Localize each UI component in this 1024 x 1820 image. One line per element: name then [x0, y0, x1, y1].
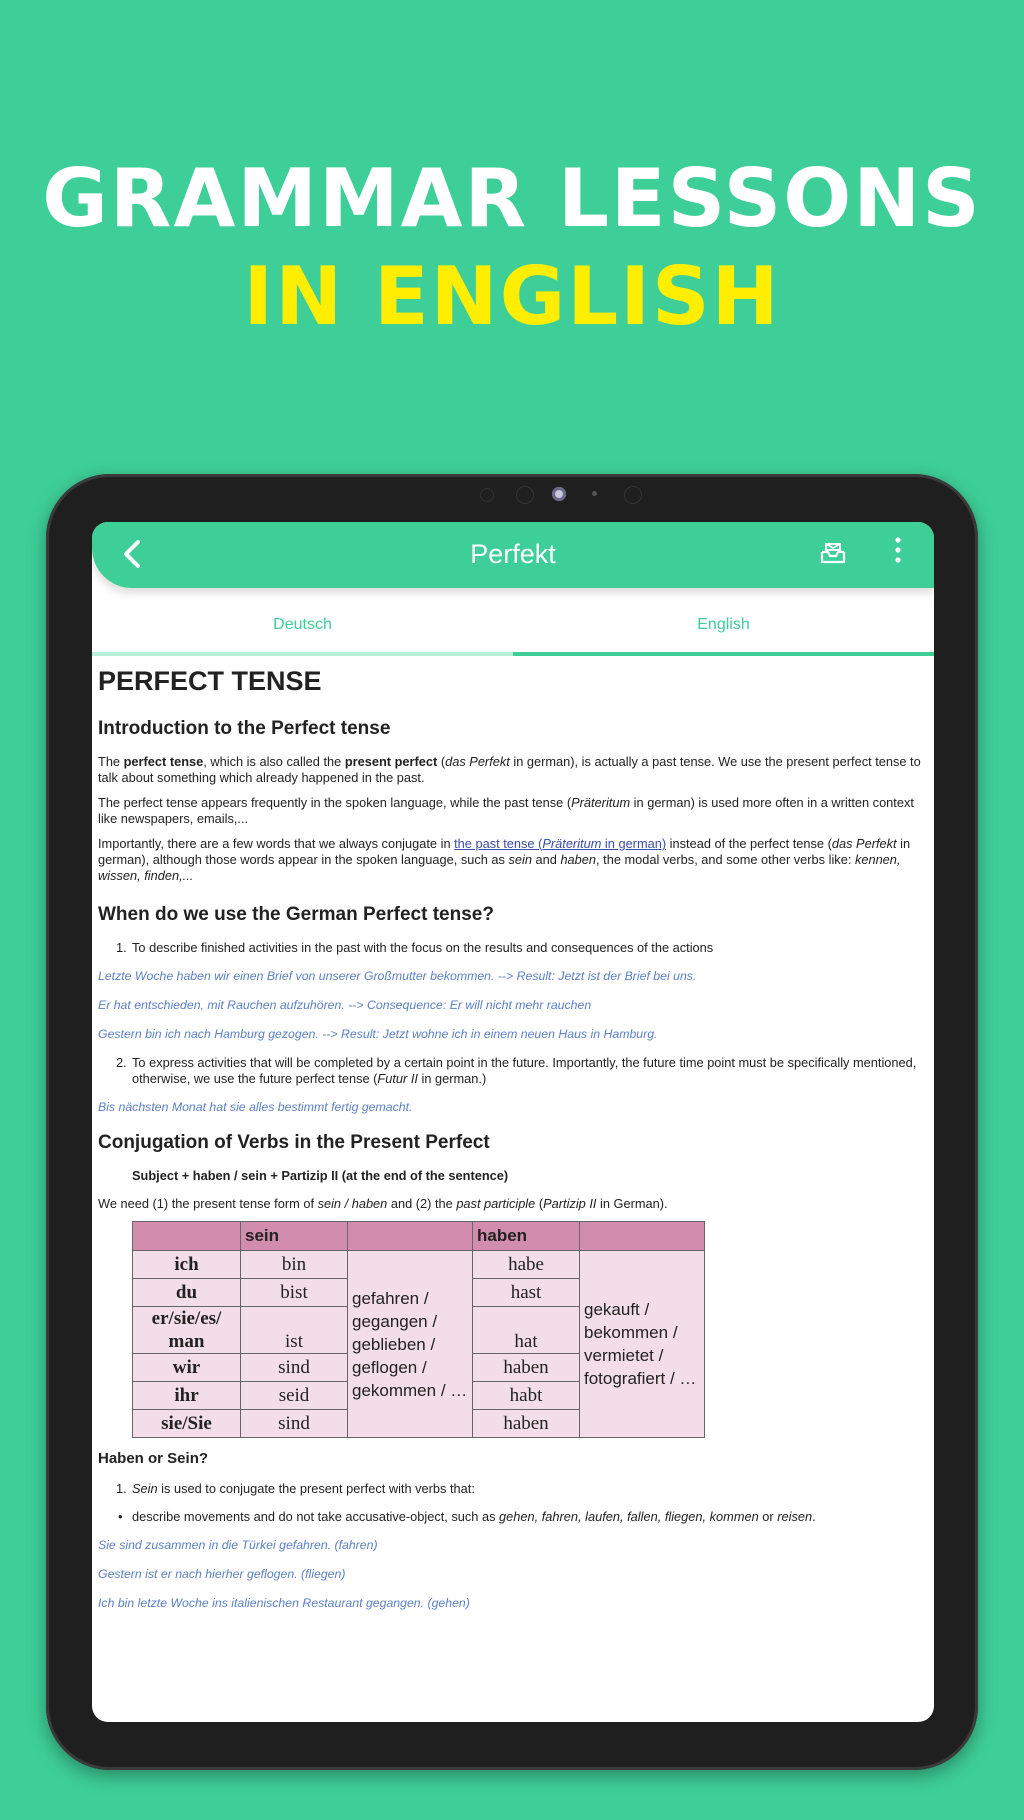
- section-heading-conjugation: Conjugation of Verbs in the Present Perfect: [98, 1132, 490, 1153]
- sein-form-cell: ist: [241, 1307, 348, 1354]
- table-header-cell: [348, 1222, 473, 1251]
- app-screen: [92, 522, 934, 1722]
- pronoun-cell: er/sie/es/ man: [133, 1307, 241, 1354]
- intro-paragraph-1: The perfect tense, which is also called the present perfect (das Perfekt in german), is actually a past tense. We use the present perfect tense to talk about something which already happened in the past.: [98, 754, 921, 785]
- more-vertical-icon[interactable]: [894, 536, 902, 566]
- haben-participles-cell: gekauft / bekommen / vermietet / fotografiert / …: [580, 1251, 705, 1438]
- pronoun-cell: sie/Sie: [133, 1410, 241, 1438]
- sein-participles-cell: gefahren / gegangen / geblieben / geflogen / gekommen / …: [348, 1251, 473, 1438]
- hero-line-2: IN ENGLISH: [243, 250, 781, 343]
- section-heading-haben-sein: Haben or Sein?: [98, 1450, 209, 1467]
- example-sentence: Ich bin letzte Woche ins italienischen Restaurant gegangen. (gehen): [98, 1596, 470, 1610]
- table-header-cell: [580, 1222, 705, 1251]
- conjugation-table: [132, 1221, 705, 1438]
- example-sentence: Er hat entschieden, mit Rauchen aufzuhören. --> Consequence: Er will nicht mehr rauchen: [98, 998, 592, 1012]
- sensor-icon: [480, 488, 494, 502]
- tab-deutsch[interactable]: Deutsch: [92, 610, 513, 656]
- conjugation-paragraph: We need (1) the present tense form of sein / haben and (2) the past participle (Partizip II in German).: [98, 1196, 668, 1211]
- bullet-item: • describe movements and do not take accusative-object, such as gehen, fahren, laufen, fallen, fliegen, kommen or reisen.: [118, 1509, 816, 1524]
- section-heading-intro: Introduction to the Perfect tense: [98, 718, 391, 739]
- sein-form-cell: seid: [241, 1382, 348, 1410]
- hero-line-1: GRAMMAR LESSONS: [42, 152, 982, 245]
- example-sentence: Gestern bin ich nach Hamburg gezogen. --> Result: Jetzt wohne ich in einem neuen Haus in Hamburg.: [98, 1027, 658, 1041]
- lesson-title: PERFECT TENSE: [98, 666, 322, 696]
- list-item: 2. To express activities that will be completed by a certain point in the future. Importantly, the future time point must be specifically mentioned, otherwise, we use the future perfect tense (Futur II in german.): [116, 1055, 917, 1086]
- pronoun-cell: du: [133, 1279, 241, 1307]
- intro-paragraph-2: The perfect tense appears frequently in the spoken language, while the past tense (Präteritum in german) is used more often in a written context like newspapers, emails,...: [98, 795, 914, 826]
- list-item: 1. Sein is used to conjugate the present perfect with verbs that:: [116, 1481, 475, 1496]
- lesson-content: [98, 664, 924, 1624]
- sein-form-cell: sind: [241, 1354, 348, 1382]
- haben-form-cell: habt: [473, 1382, 580, 1410]
- sensor-icon: [624, 486, 642, 504]
- mail-tray-icon[interactable]: [820, 542, 846, 564]
- sensor-icon: [592, 491, 597, 496]
- bullet-icon: •: [118, 1509, 123, 1524]
- sein-form-cell: sind: [241, 1410, 348, 1438]
- example-sentence: Bis nächsten Monat hat sie alles bestimmt fertig gemacht.: [98, 1100, 413, 1114]
- sein-form-cell: bist: [241, 1279, 348, 1307]
- example-sentence: Letzte Woche haben wir einen Brief von unserer Großmutter bekommen. --> Result: Jetzt ist der Brief bei uns.: [98, 969, 697, 983]
- table-header-cell: [133, 1222, 241, 1251]
- tablet-device: [46, 474, 978, 1770]
- pronoun-cell: ich: [133, 1251, 241, 1279]
- example-sentence: Gestern ist er nach hierher geflogen. (fliegen): [98, 1567, 346, 1581]
- example-sentence: Sie sind zusammen in die Türkei gefahren. (fahren): [98, 1538, 378, 1552]
- sein-form-cell: bin: [241, 1251, 348, 1279]
- pronoun-cell: wir: [133, 1354, 241, 1382]
- app-bar: [92, 522, 934, 588]
- haben-form-cell: hast: [473, 1279, 580, 1307]
- haben-form-cell: haben: [473, 1410, 580, 1438]
- pronoun-cell: ihr: [133, 1382, 241, 1410]
- haben-form-cell: hat: [473, 1307, 580, 1354]
- haben-form-cell: habe: [473, 1251, 580, 1279]
- past-tense-link[interactable]: the past tense (Präteritum in german): [454, 836, 667, 851]
- hero-banner: [0, 150, 1024, 346]
- sensor-icon: [516, 486, 534, 504]
- intro-paragraph-3: Importantly, there are a few words that we always conjugate in the past tense (Präteritum in german) instead of the perfect tense (das Perfekt in german), although those words appear in the spoken language, such as sein and haben, the modal verbs, and some other verbs like: kennen, wissen, finden,...: [98, 836, 911, 883]
- camera-bar: [466, 484, 656, 504]
- haben-form-cell: haben: [473, 1354, 580, 1382]
- language-tabs: [92, 610, 934, 652]
- table-row: [133, 1251, 705, 1279]
- section-heading-when: When do we use the German Perfect tense?: [98, 904, 494, 925]
- table-header-row: [133, 1222, 705, 1251]
- camera-icon: [552, 487, 566, 501]
- table-header-cell: haben: [473, 1222, 580, 1251]
- table-header-cell: sein: [241, 1222, 348, 1251]
- tab-english[interactable]: English: [513, 610, 934, 656]
- page-title: Perfekt: [470, 539, 556, 569]
- formula-text: Subject + haben / sein + Partizip II (at the end of the sentence): [132, 1168, 509, 1183]
- list-item: 1. To describe finished activities in the past with the focus on the results and consequences of the actions: [116, 940, 714, 955]
